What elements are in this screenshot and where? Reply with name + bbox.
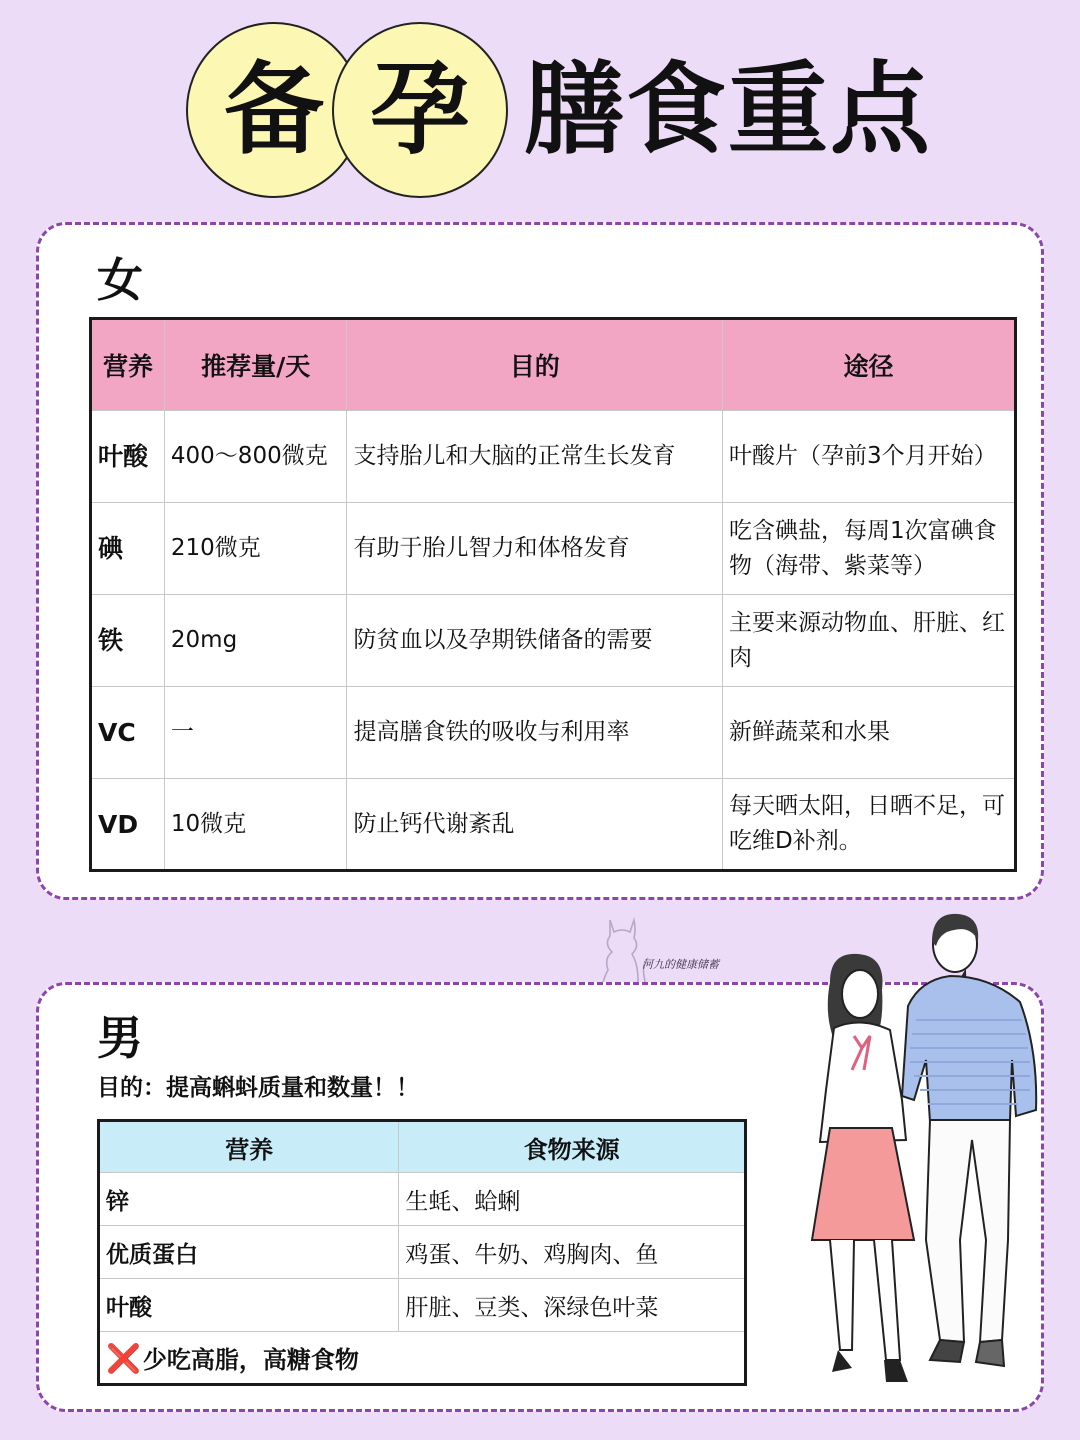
purpose-cell: 提高膳食铁的吸收与利用率	[347, 687, 723, 779]
male-heading: 男	[97, 1011, 143, 1065]
source-cell: 鸡蛋、牛奶、鸡胸肉、鱼	[399, 1226, 746, 1279]
table-header-row	[99, 1121, 746, 1173]
title-circle-2	[332, 22, 508, 198]
title-char-2: 孕	[370, 51, 470, 168]
couple-illustration	[790, 910, 1050, 1404]
nutrient-cell: 叶酸	[91, 411, 165, 503]
col-nutrient: 营养	[91, 319, 165, 411]
female-nutrition-table	[89, 317, 1017, 872]
table-row	[99, 1226, 746, 1279]
col-nutrient: 营养	[99, 1121, 399, 1173]
col-food-source: 食物来源	[399, 1121, 746, 1173]
source-cell: 叶酸片（孕前3个月开始）	[722, 411, 1015, 503]
man-figure	[902, 914, 1036, 1366]
female-heading: 女	[97, 253, 143, 307]
title-char-1: 备	[224, 51, 324, 168]
warning-cell	[99, 1332, 746, 1385]
table-row	[99, 1173, 746, 1226]
table-header-row	[91, 319, 1016, 411]
table-row	[91, 503, 1016, 595]
nutrient-cell: 铁	[91, 595, 165, 687]
purpose-cell: 支持胎儿和大脑的正常生长发育	[347, 411, 723, 503]
warning-text: 少吃高脂，高糖食物	[142, 1346, 359, 1374]
watermark-text: 河九的健康储蓄	[642, 958, 719, 971]
col-amount: 推荐量/天	[164, 319, 347, 411]
amount-cell: 10微克	[164, 779, 347, 871]
purpose-cell: 防止钙代谢紊乱	[347, 779, 723, 871]
male-nutrition-table	[97, 1119, 747, 1386]
table-row	[91, 779, 1016, 871]
nutrient-cell: 优质蛋白	[99, 1226, 399, 1279]
nutrient-cell: 叶酸	[99, 1279, 399, 1332]
male-purpose-text: 目的：提高蝌蚪质量和数量！！	[97, 1075, 419, 1101]
amount-cell: 20mg	[164, 595, 347, 687]
amount-cell: 400～800微克	[164, 411, 347, 503]
amount-cell: 一	[164, 687, 347, 779]
source-cell: 吃含碘盐，每周1次富碘食物（海带、紫菜等）	[722, 503, 1015, 595]
amount-cell: 210微克	[164, 503, 347, 595]
col-purpose: 目的	[347, 319, 723, 411]
nutrient-cell: 锌	[99, 1173, 399, 1226]
source-cell: 新鲜蔬菜和水果	[722, 687, 1015, 779]
source-cell: 生蚝、蛤蜊	[399, 1173, 746, 1226]
source-cell: 每天晒太阳，日晒不足，可吃维D补剂。	[722, 779, 1015, 871]
warning-row	[99, 1332, 746, 1385]
woman-figure	[812, 954, 914, 1382]
source-cell: 主要来源动物血、肝脏、红肉	[722, 595, 1015, 687]
col-source: 途径	[722, 319, 1015, 411]
nutrient-cell: 碘	[91, 503, 165, 595]
source-cell: 肝脏、豆类、深绿色叶菜	[399, 1279, 746, 1332]
female-card	[36, 222, 1044, 900]
table-row	[99, 1279, 746, 1332]
purpose-cell: 防贫血以及孕期铁储备的需要	[347, 595, 723, 687]
cross-icon: ❌	[106, 1342, 141, 1375]
couple-icon	[790, 910, 1050, 1400]
page-title: 膳食重点	[524, 51, 932, 168]
purpose-cell: 有助于胎儿智力和体格发育	[347, 503, 723, 595]
table-row	[91, 595, 1016, 687]
table-row	[91, 411, 1016, 503]
table-row	[91, 687, 1016, 779]
nutrient-cell: VD	[91, 779, 165, 871]
nutrient-cell: VC	[91, 687, 165, 779]
